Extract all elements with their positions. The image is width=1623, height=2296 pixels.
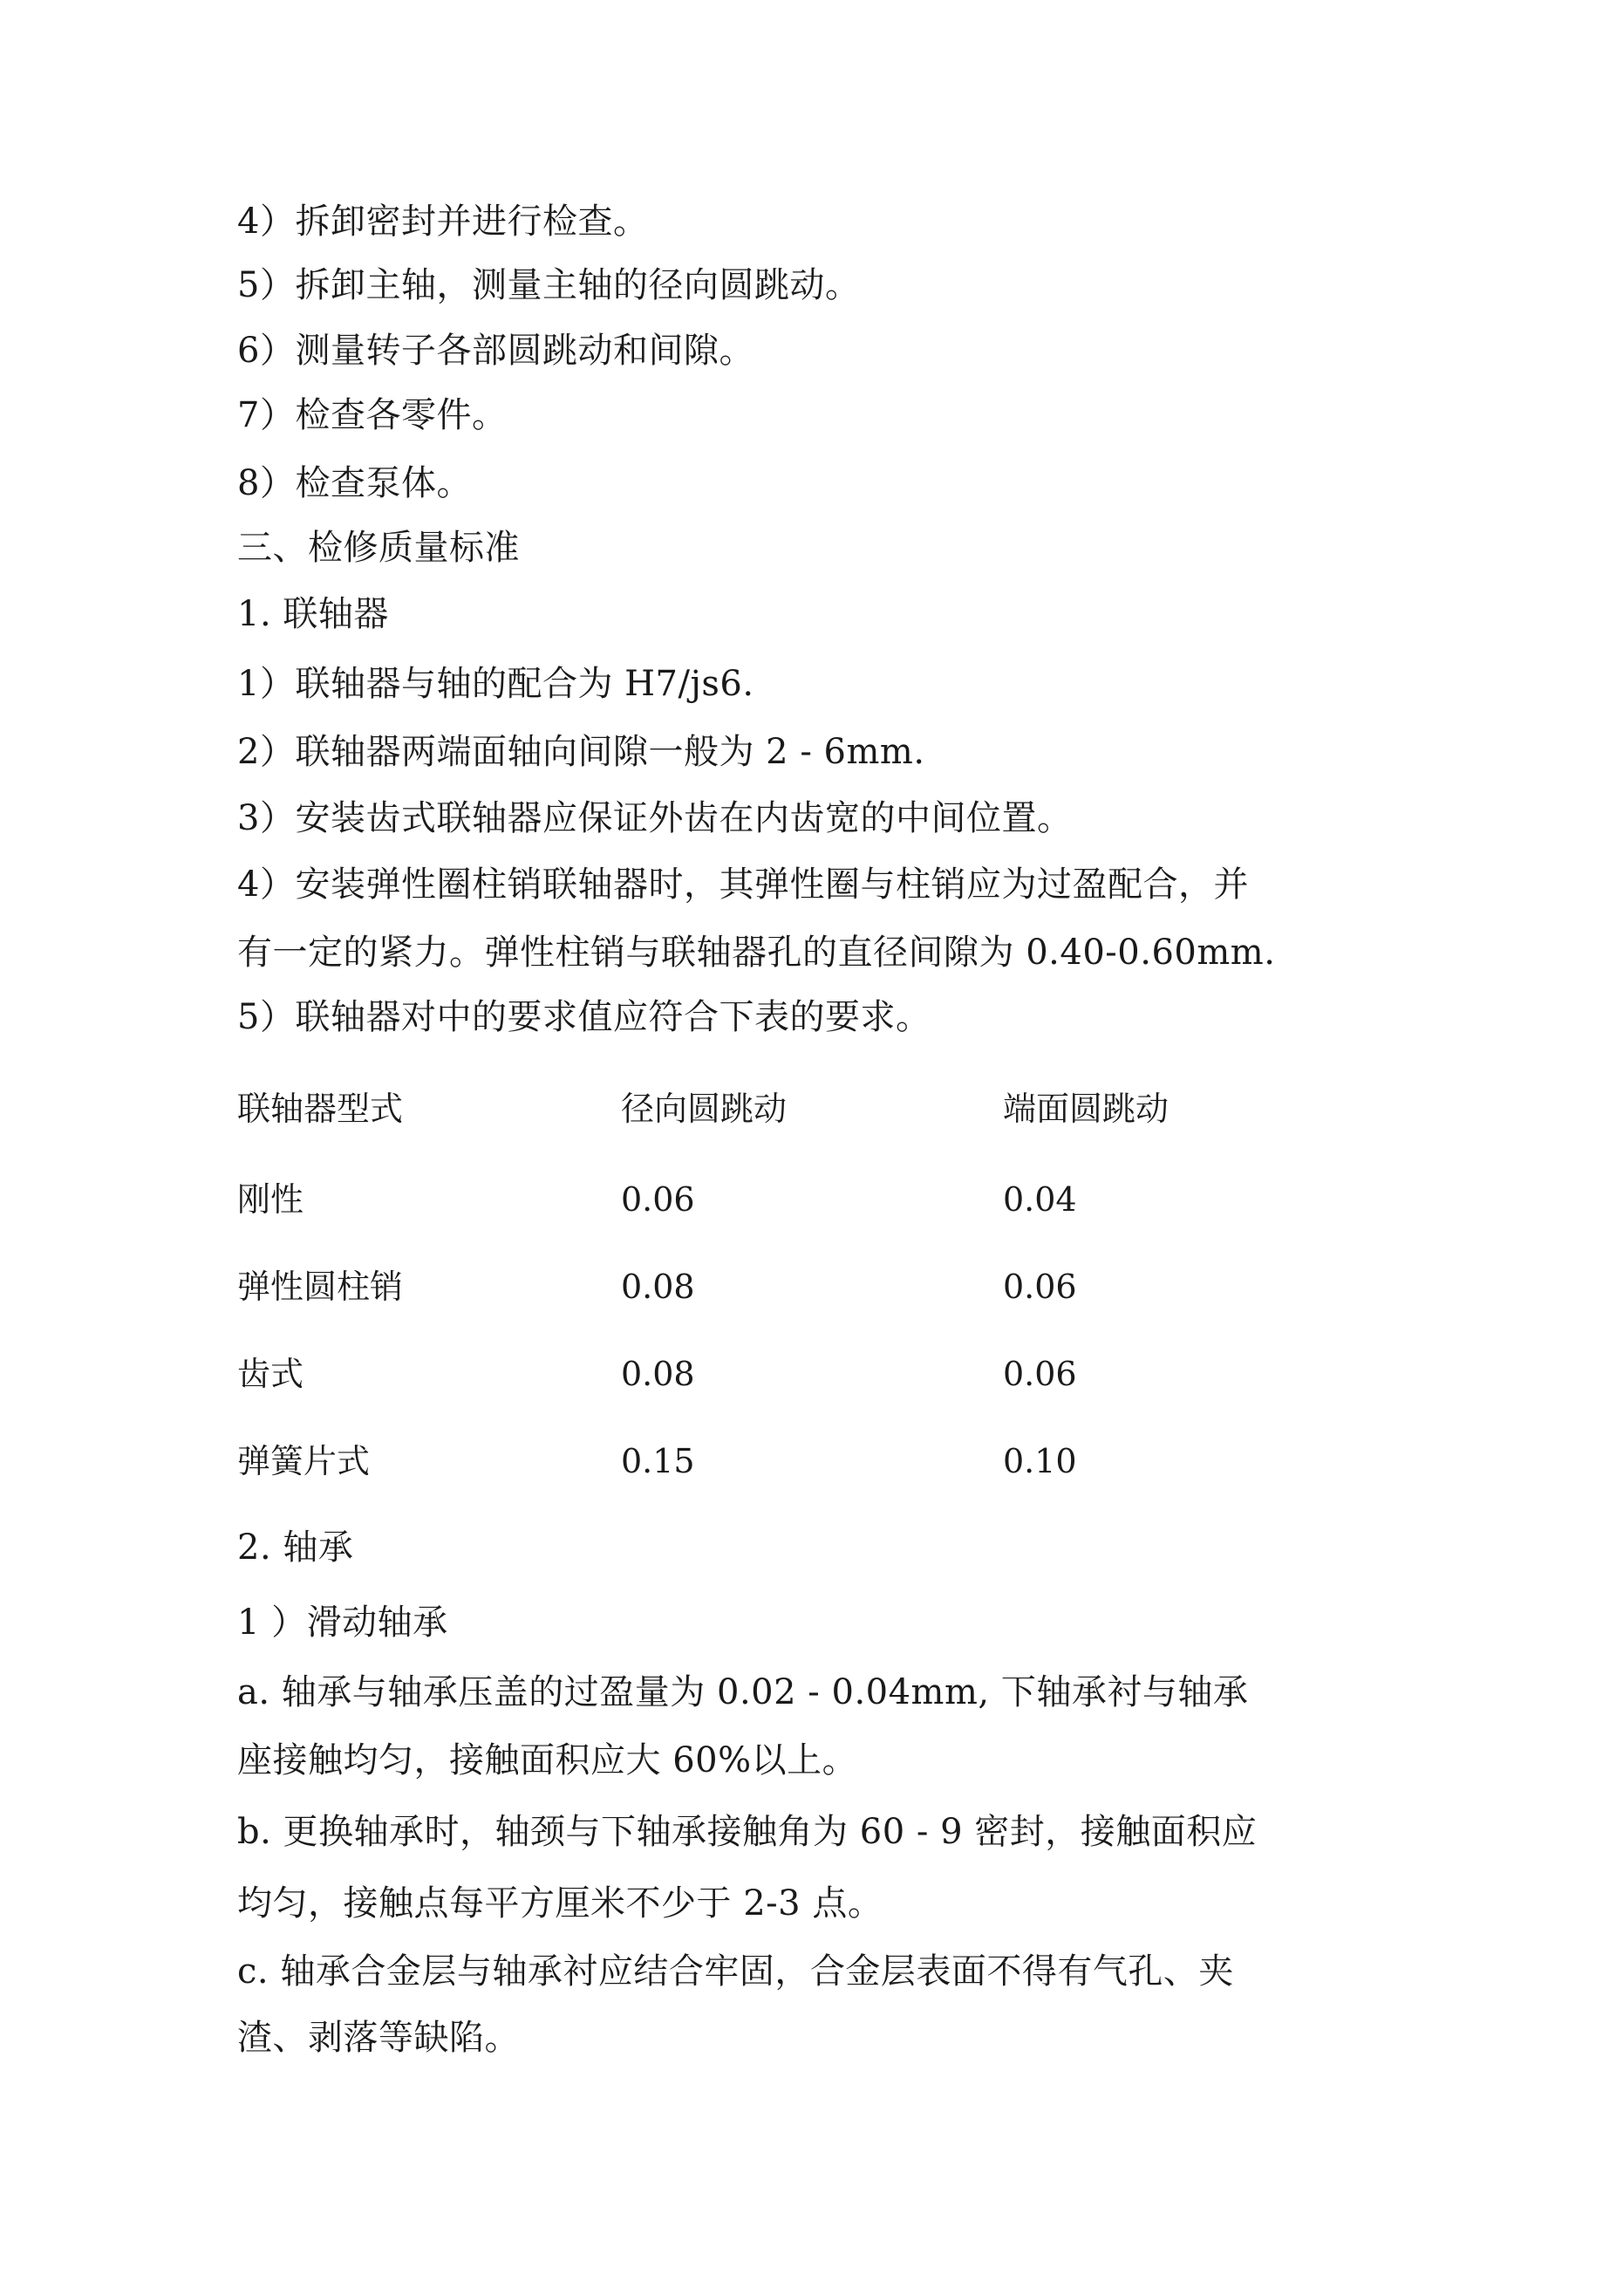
- bearing-line: 渣、剥落等缺陷。: [237, 2018, 520, 2058]
- table-cell: 0.15: [621, 1442, 695, 1480]
- step-item: 6）测量转子各部圆跳动和间隙。: [237, 331, 754, 371]
- sub-subsection-heading: 1 ）滑动轴承: [237, 1602, 448, 1643]
- section-heading: 三、检修质量标准: [237, 528, 520, 568]
- table-cell: 0.06: [621, 1180, 695, 1219]
- table-cell: 0.10: [1003, 1442, 1077, 1480]
- step-item: 5）拆卸主轴，测量主轴的径向圆跳动。: [237, 265, 861, 305]
- table-cell: 0.06: [1003, 1355, 1077, 1393]
- coupling-item: 3）安装齿式联轴器应保证外齿在内齿宽的中间位置。: [237, 798, 1073, 838]
- coupling-item: 2）联轴器两端面轴向间隙一般为 2 - 6mm.: [237, 732, 925, 772]
- table-header-cell: 端面圆跳动: [1003, 1090, 1170, 1128]
- bearing-line: 座接触均匀，接触面积应大 60%以上。: [237, 1740, 858, 1780]
- table-cell: 齿式: [237, 1355, 304, 1393]
- subsection-heading-coupling: 1. 联轴器: [237, 594, 389, 634]
- step-item: 4）拆卸密封并进行检查。: [237, 202, 649, 242]
- table-cell: 弹性圆柱销: [237, 1268, 404, 1306]
- step-item: 7）检查各零件。: [237, 395, 508, 435]
- coupling-item-continuation: 有一定的紧力。弹性柱销与联轴器孔的直径间隙为 0.40-0.60mm.: [237, 933, 1276, 973]
- table-cell: 0.04: [1003, 1180, 1077, 1219]
- bearing-line: c. 轴承合金层与轴承衬应结合牢固，合金层表面不得有气孔、夹: [237, 1951, 1234, 1992]
- coupling-item: 1）联轴器与轴的配合为 H7/js6.: [237, 664, 754, 704]
- bearing-line: a. 轴承与轴承压盖的过盈量为 0.02 - 0.04mm, 下轴承衬与轴承: [237, 1672, 1249, 1712]
- bearing-line: b. 更换轴承时，轴颈与下轴承接触角为 60 - 9 密封，接触面积应: [237, 1812, 1258, 1852]
- step-item: 8）检查泵体。: [237, 463, 472, 503]
- table-cell: 0.06: [1003, 1268, 1077, 1306]
- table-cell: 弹簧片式: [237, 1442, 371, 1480]
- table-cell: 0.08: [621, 1268, 695, 1306]
- table-header-cell: 径向圆跳动: [621, 1090, 788, 1128]
- coupling-item: 5）联轴器对中的要求值应符合下表的要求。: [237, 997, 931, 1037]
- table-cell: 刚性: [237, 1180, 304, 1219]
- subsection-heading-bearing: 2. 轴承: [237, 1527, 354, 1568]
- table-cell: 0.08: [621, 1355, 695, 1393]
- coupling-item: 4）安装弹性圈柱销联轴器时，其弹性圈与柱销应为过盈配合，并: [237, 864, 1249, 905]
- table-header-cell: 联轴器型式: [237, 1090, 404, 1128]
- bearing-line: 均匀，接触点每平方厘米不少于 2-3 点。: [237, 1883, 883, 1924]
